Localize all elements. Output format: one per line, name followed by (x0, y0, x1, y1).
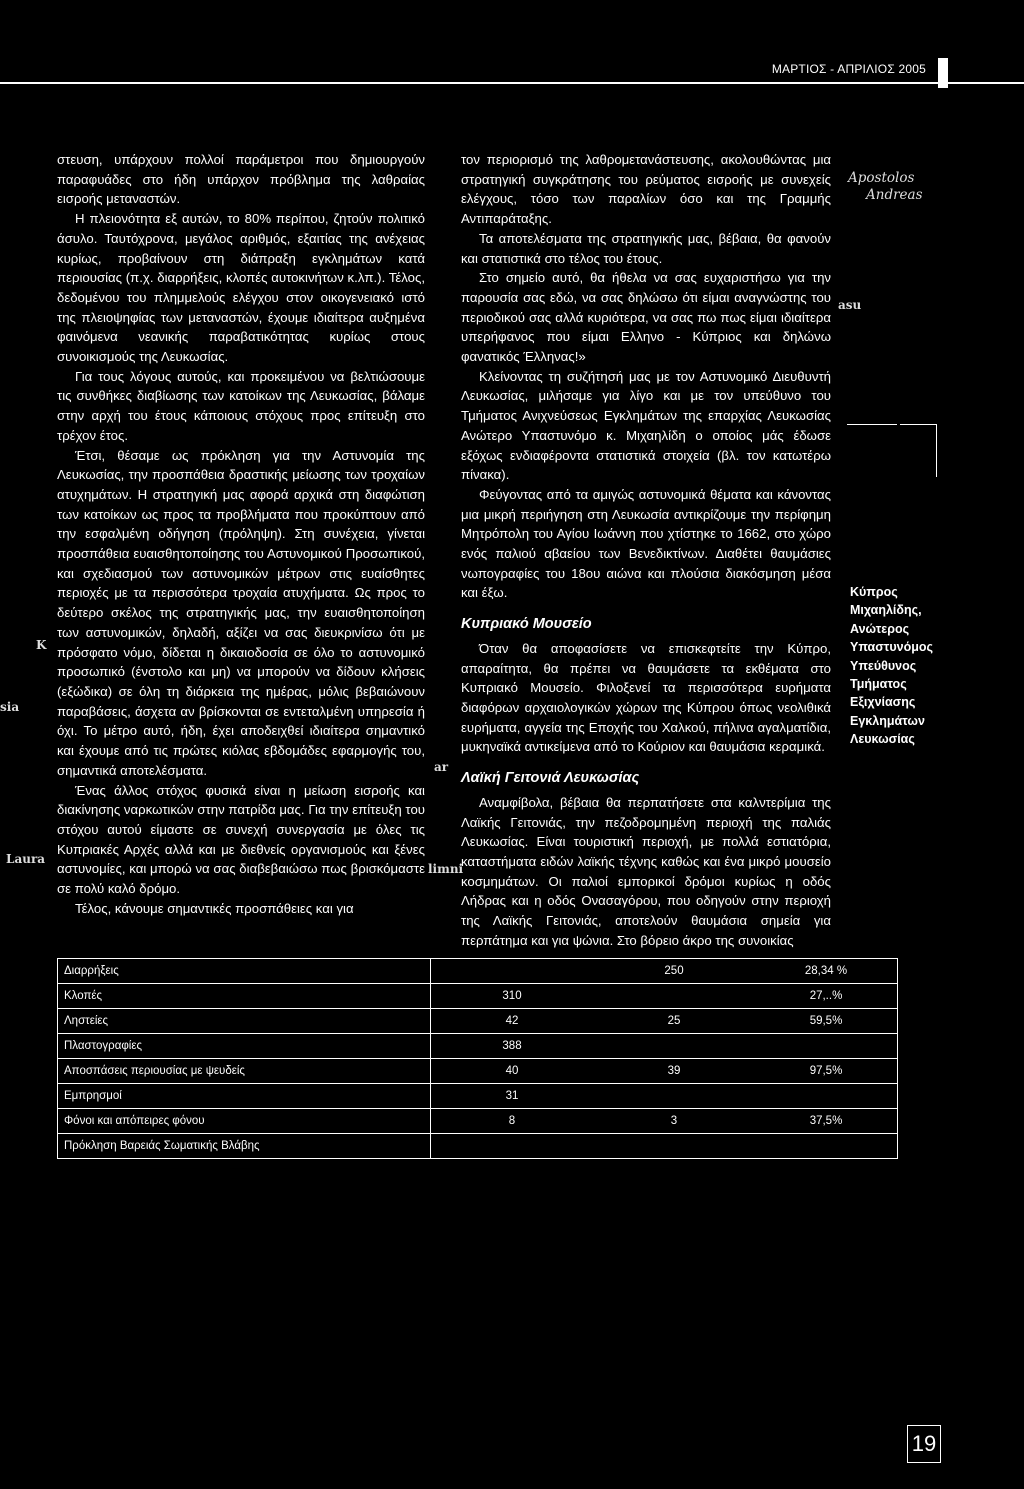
table-cell-y2004: 8 (431, 1109, 594, 1134)
table-cell-y2005 (593, 1134, 755, 1159)
paragraph: Φεύγοντας από τα αμιγώς αστυνομικά θέματα και κάνοντας μια μικρή περιήγηση στη Λευκωσία αντικρίζουμε την περίφημη Μητρόπολη του Αγίου Ιωάννη που χτίστηκε το 1662, στο χώρο ενός παλιού αβαείου των Βενεδικτίνων. Διαθέτει θαυμάσιες νωπογραφίες του 18ου αιώνα και πλούσια διακόσμηση μέσα και έξω. (461, 486, 831, 601)
paragraph: Τα αποτελέσματα της στρατηγικής μας, βέβαια, θα φανούν και στατιστικά στο τέλος του έτους. (461, 230, 831, 266)
paragraph: Η πλειονότητα εξ αυτών, το 80% περίπου, ζητούν πολιτικό άσυλο. Ταυτόχρονα, μεγάλος αριθμός, εξαιτίας της ανέχειας κυρίως, προβαίνουν στη διάπραξη εγκλημάτων κατά περιουσίας (π.χ. διαρρήξεις, κλοπές αυτοκινήτων κ.λπ.). Τέλος, δεδομένου του πλημμελούς ελέγχου στον οικογενειακό ιστό της πλειοψηφίας των μεταναστών, έχουμε ιδιαίτερα αυξημένα φαινόμενα νεανικής παραβατικότητας κυρίως στους συνοικισμούς της Λευκωσίας. (57, 211, 425, 365)
left-column (57, 150, 425, 918)
table-row (58, 1109, 898, 1134)
table-cell-pct: 97,5% (755, 1059, 898, 1084)
table-row (58, 1084, 898, 1109)
table-cell-pct (755, 1084, 898, 1109)
margin-note: Laura (6, 852, 46, 866)
table-cell-y2004: 42 (431, 1009, 594, 1034)
table-row (58, 959, 898, 984)
table-row (58, 1034, 898, 1059)
table-cell-y2004: 388 (431, 1034, 594, 1059)
handwritten-note (848, 170, 978, 204)
table-cell-label: Φόνοι και απόπειρες φόνου (58, 1109, 431, 1134)
table-cell-label: Ληστείες (58, 1009, 431, 1034)
table-cell-pct: 27,..% (755, 984, 898, 1009)
table-row (58, 1059, 898, 1084)
table-cell-label: Αποσπάσεις περιουσίας με ψευδείς (58, 1059, 431, 1084)
table-cell-y2004 (431, 1134, 594, 1159)
paragraph: Όταν θα αποφασίσετε να επισκεφτείτε την Κύπρο, απαραίτητα, θα πρέπει να θαυμάσετε τα εκθέματα στο Κυπριακό Μουσείο. Φιλοξενεί τα περισσότερα ευρήματα διαφόρων αρχαιολογικών χώρων της Κύπρου όπως νεολιθικά ευρήματα, αγγεία της Εποχής του Χαλκού, πήλινα αγαλματίδια, μυκηναϊκά αντικείμενα από το Κούριον και θαυμάσια κεραμικά. (461, 640, 831, 755)
section-heading-laiki: Λαϊκή Γειτονιά Λευκωσίας (461, 770, 640, 787)
handwritten-name-2: Andreas (866, 187, 923, 203)
table-row (58, 1134, 898, 1159)
margin-note: ar (434, 760, 449, 774)
table-cell-pct: 28,34 % (755, 959, 898, 984)
table-cell-y2004: 31 (431, 1084, 594, 1109)
table-cell-label: Κλοπές (58, 984, 431, 1009)
photo-frame-line (847, 424, 897, 425)
handwritten-name: Apostolos (848, 170, 915, 186)
table-cell-y2004 (431, 959, 594, 984)
table-cell-y2005: 25 (593, 1009, 755, 1034)
section-heading-museum: Κυπριακό Μουσείο (461, 616, 592, 633)
paragraph: Τέλος, κάνουμε σημαντικές προσπάθειες και για (75, 900, 354, 916)
issue-date: ΜΑΡΤΙΟΣ - ΑΠΡΙΛΙΟΣ 2005 (771, 62, 926, 76)
statistics-table (57, 958, 898, 1159)
paragraph: τον περιορισμό της λαθρομετανάστευσης, ακολουθώντας μια στρατηγική συγκράτησης του ρεύματος εισροής με συνεχείς ελέγχους, τόσο των παραλίων όσο και της Γραμμής Αντιπαράταξης. (461, 152, 831, 227)
paragraph: Ένας άλλος στόχος φυσικά είναι η μείωση εισροής και διακίνησης ναρκωτικών στην πατρίδα μας. Για την επίτευξη του στόχου αυτού είμαστε σε συνεχή συνεργασία με όλες τις Κυπριακές Αρχές αλλά και με διεθνείς οργανισμούς και ξένες αστυνομίες, και μπορώ να σας διαβεβαιώσω πως βρισκόμαστε σε πολύ καλό δρόμο. (57, 782, 425, 897)
margin-note: sia (0, 700, 20, 714)
statistics-table-body (58, 959, 898, 1159)
table-cell-y2005: 250 (593, 959, 755, 984)
table-cell-label: Πλαστογραφίες (58, 1034, 431, 1059)
table-cell-label: Διαρρήξεις (58, 959, 431, 984)
paragraph: Στο σημείο αυτό, θα ήθελα να σας ευχαριστήσω για την παρουσία σας εδώ, να σας δηλώσω ότι είμαι αναγνώστης του περιοδικού σας αλλά κυριότερα, να σας πω πως είμαι ιδιαίτερα υπερήφανος που είμαι Ελληνο - Κύπριος και δηλώνω φανατικός Έλληνας!» (461, 270, 831, 365)
paragraph: Αναμφίβολα, βέβαια θα περπατήσετε στα καλντερίμια της Λαϊκής Γειτονιάς, την πεζοδρομημένη περιοχή της παλιάς Λευκωσίας. Είναι τουριστική περιοχή, με πολλά εστιατόρια, καταστήματα ειδών λαϊκής τέχνης καθώς και ένα μικρό μουσείο κοσμημάτων. Οι παλιοί εμπορικοί δρόμοι κυρίως η οδός Λήδρας και η οδός Ονασαγόρου, που οδηγούν στην περιοχή της Λαϊκής Γειτονιάς, αποτελούν θαυμάσια σημεία για περπάτημα και για ψώνια. Στο βόρειο άκρο της συνοικίας (461, 794, 831, 948)
table-cell-y2005 (593, 1034, 755, 1059)
photo-frame (900, 424, 937, 477)
photo-caption: Κύπρος Μιχαηλίδης, Ανώτερος Υπαστυνόμος Υπεύθυνος Τμήματος Εξιχνίασης Εγκλημάτων Λευκωσίας (850, 585, 934, 747)
header-bar (938, 58, 948, 88)
table-cell-pct: 37,5% (755, 1109, 898, 1134)
margin-note: asu (838, 298, 862, 312)
page-header (0, 58, 1024, 84)
margin-note: limni (428, 862, 464, 876)
paragraph: στευση, υπάρχουν πολλοί παράμετροι που δημιουργούν παραφυάδες στο ήδη υπάρχον πρόβλημα της λαθραίας εισροής μεταναστών. (57, 152, 425, 207)
table-cell-y2005 (593, 984, 755, 1009)
table-cell-label: Εμπρησμοί (58, 1084, 431, 1109)
paragraph: Για τους λόγους αυτούς, και προκειμένου να βελτιώσουμε τις συνθήκες διαβίωσης των κατοίκων της Λευκωσίας, βάλαμε στην αρχή του έτους κάποιους στόχους προς επίτευξη στο τρέχον έτος. (57, 368, 425, 443)
table-cell-pct: 59,5% (755, 1009, 898, 1034)
table-cell-pct (755, 1134, 898, 1159)
table-cell-pct (755, 1034, 898, 1059)
table-cell-y2004: 40 (431, 1059, 594, 1084)
table-cell-y2005: 39 (593, 1059, 755, 1084)
table-cell-y2005: 3 (593, 1109, 755, 1134)
table-cell-y2004: 310 (431, 984, 594, 1009)
table-row (58, 1009, 898, 1034)
paragraph: Έτσι, θέσαμε ως πρόκληση για την Αστυνομία της Λευκωσίας, την προσπάθεια δραστικής μείωσης των τροχαίων ατυχημάτων. Η στρατηγική μας αφορά αρχικά στη διαφώτιση των κατοίκων ως προς τα προβλήματα που προκύπτουν από την εσφαλμένη οδήγηση (πρόληψη). Στη συνέχεια, γίνεται προσπάθεια ευαισθητοποίησης του Αστυνομικού Προσωπικού, και σχεδιασμού των αστυνομικών μέτρων στις ευαίσθητες περιοχές με τα περισσότερα τροχαία ατυχήματα. Ως προς το δεύτερο σκέλος της στρατηγικής μας, την ευαισθητοποίηση των αστυνομικών, δηλαδή, αξίζει να σας διευκρινίσω ότι με πρόσφατο νόμο, δίδεται η δικαιοδοσία σε όλο το αστυνομικό προσωπικό (ένστολο και μη) να μπορούν να δίδουν κλήσεις (εξώδικα) σε όλη τη διάρκεια της ημέρας, μόλις βεβαιώνουν παραβάσεις, άσχετα αν βρίσκονται σε εντεταλμένη υπηρεσία ή όχι. Το μέτρο αυτό, ήδη, έχει αποδειχθεί ιδιαίτερα σημαντικό και έχουμε από τις πρώτες κιόλας εβδομάδες εφαρμογής του, σημαντικά αποτελέσματα. (57, 447, 425, 778)
table-cell-label: Πρόκληση Βαρειάς Σωματικής Βλάβης (58, 1134, 431, 1159)
right-column (461, 150, 831, 950)
page-number: 19 (907, 1425, 941, 1463)
table-row (58, 984, 898, 1009)
paragraph: Κλείνοντας τη συζήτησή μας με τον Αστυνομικό Διευθυντή Λευκωσίας, μιλήσαμε για λίγο και με τον υπεύθυνο του Τμήματος Ανιχνεύσεως Εγκλημάτων της επαρχίας Λευκωσίας Ανώτερο Υπαστυνόμο κ. Μιχαηλίδη ο οποίος μάς έδωσε εξόχως ενδιαφέροντα στατιστικά στοιχεία (βλ. τον κατωτέρω πίνακα). (461, 368, 831, 483)
table-cell-y2005 (593, 1084, 755, 1109)
margin-note: K (36, 638, 47, 652)
